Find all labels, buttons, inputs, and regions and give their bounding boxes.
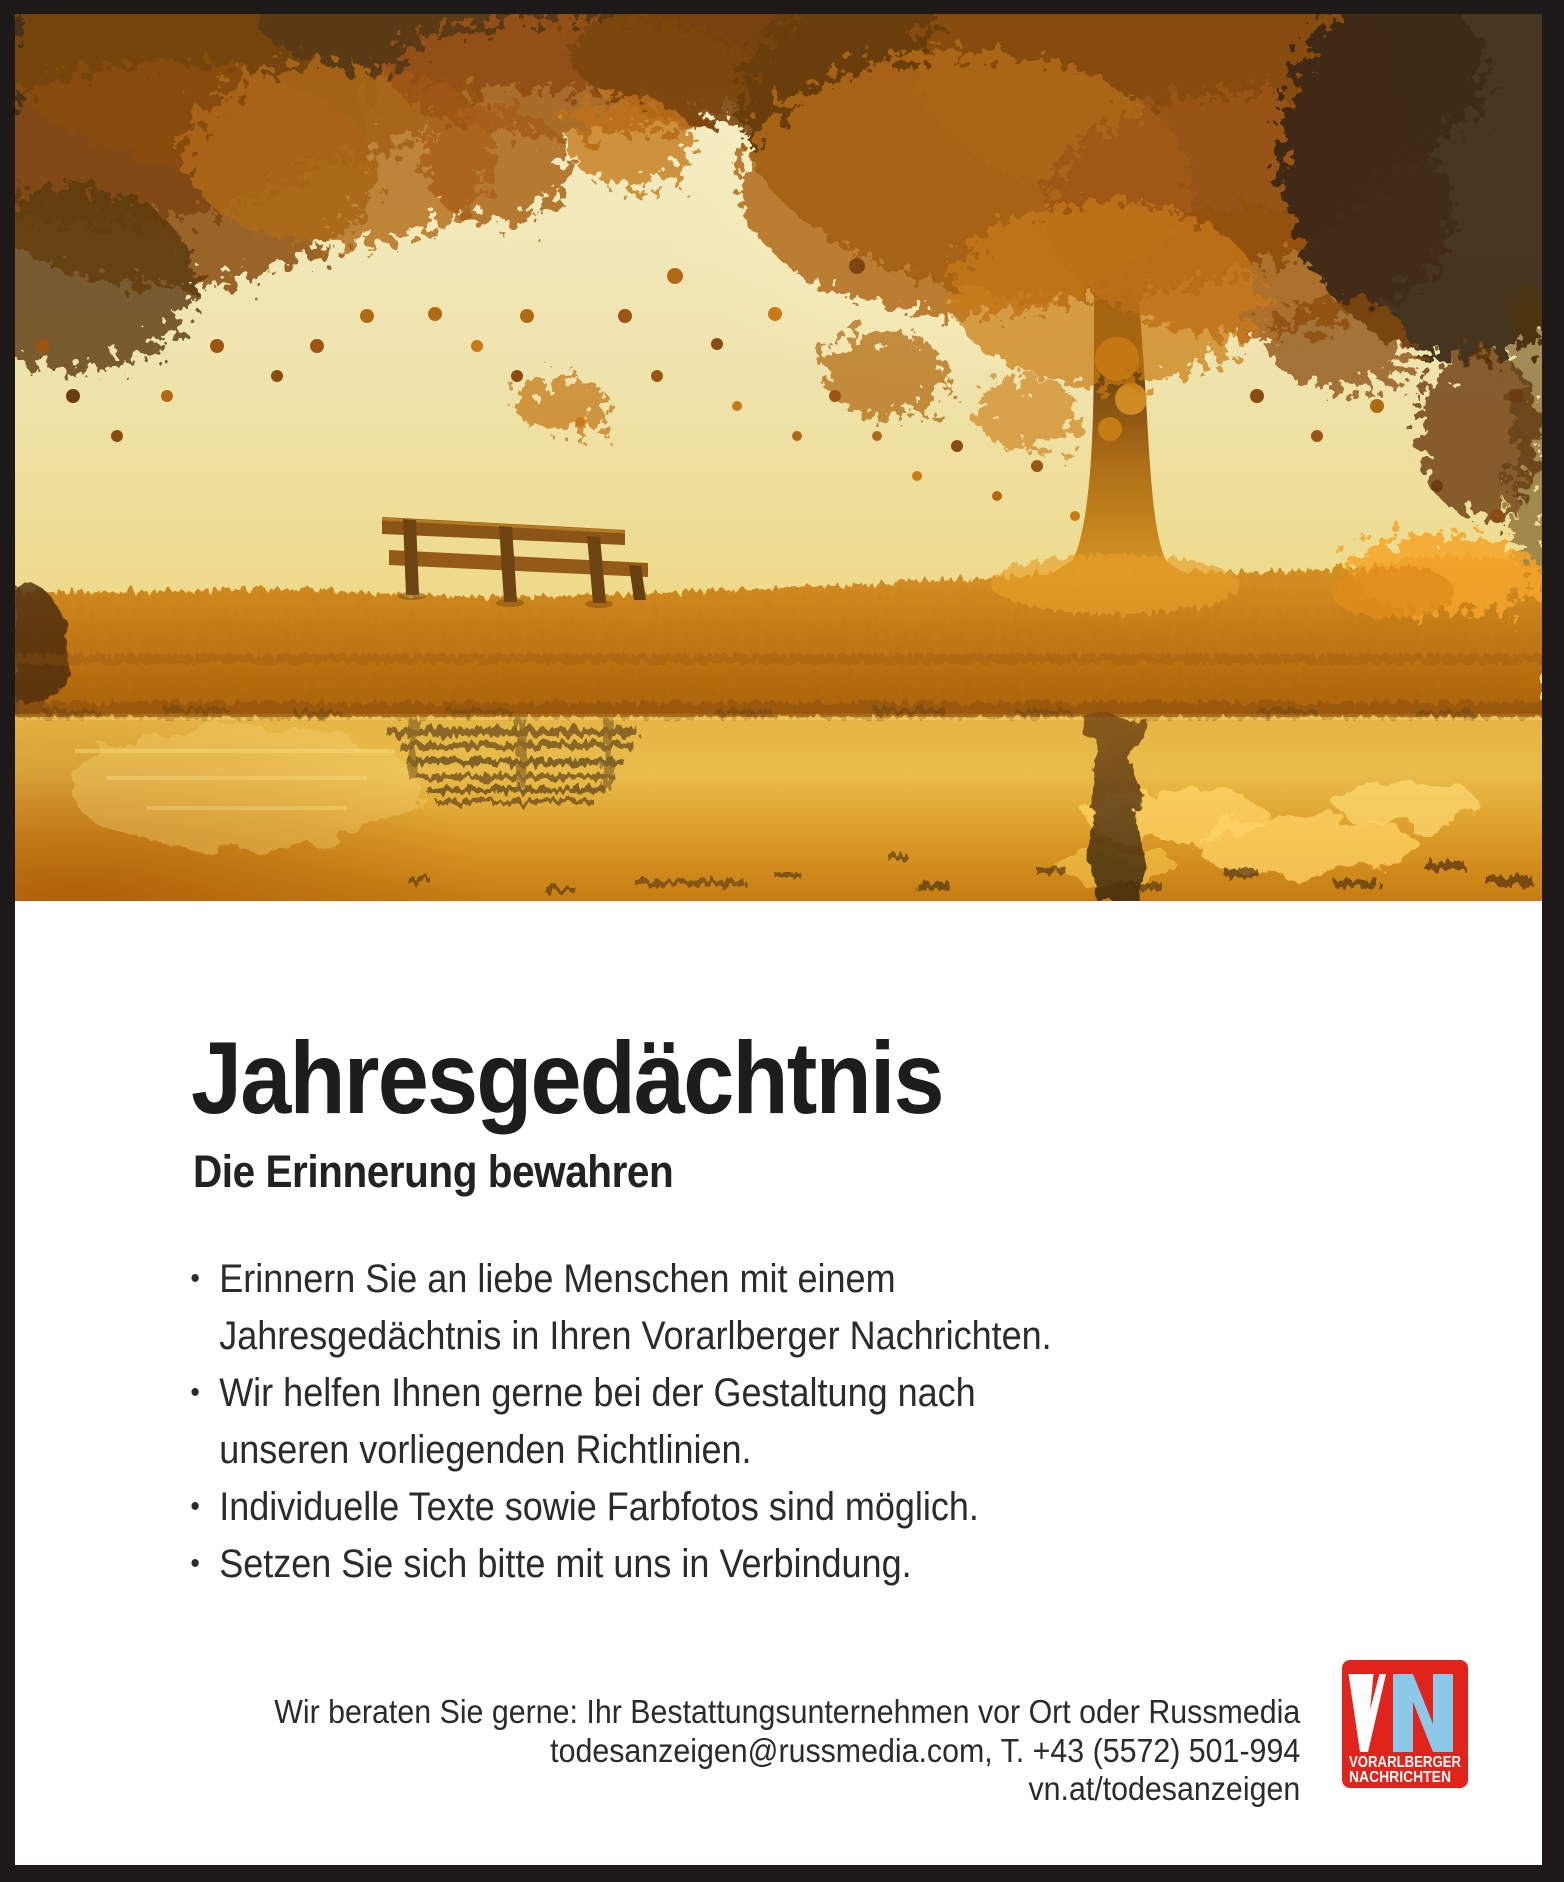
logo-text-line1: VORARLBERGER <box>1349 1754 1461 1771</box>
list-item <box>185 1365 1052 1479</box>
bullet-icon: • <box>190 1376 200 1409</box>
contact-intro-line: Wir beraten Sie gerne: Ihr Bestattungsunternehmen vor Ort oder Russmedia <box>273 1693 1300 1730</box>
list-item <box>185 1251 1052 1365</box>
list-item <box>185 1536 1052 1593</box>
bullet-icon: • <box>190 1490 200 1523</box>
list-item <box>185 1479 1052 1536</box>
trunk-reflection <box>1087 716 1144 901</box>
list-item-line: Jahresgedächtnis in Ihren Vorarlberger Nachrichten. <box>219 1314 1052 1358</box>
list-item-line: Erinnern Sie an liebe Menschen mit einem <box>219 1257 896 1301</box>
benefits-list <box>185 1251 1052 1593</box>
list-item-line: Individuelle Texte sowie Farbfotos sind möglich. <box>219 1485 979 1529</box>
logo-text-line2: NACHRICHTEN <box>1349 1769 1451 1786</box>
contact-block <box>274 1693 1300 1809</box>
contact-url-line: vn.at/todesanzeigen <box>1028 1770 1300 1807</box>
headline: Jahresgedächtnis <box>191 1021 943 1135</box>
memorial-photo <box>15 14 1542 901</box>
lake-water <box>15 701 1542 901</box>
list-item-line: unseren vorliegenden Richtlinien. <box>219 1428 752 1472</box>
contact-email-phone-line: todesanzeigen@russmedia.com, T. +43 (5572) 501-994 <box>549 1731 1300 1769</box>
bullet-icon: • <box>190 1547 200 1580</box>
vn-logo <box>1342 1660 1468 1788</box>
ad-panel <box>15 14 1542 1865</box>
list-item-line: Setzen Sie sich bitte mit uns in Verbindung. <box>219 1542 912 1586</box>
bullet-icon: • <box>190 1262 200 1295</box>
subheadline: Die Erinnerung bewahren <box>193 1146 674 1197</box>
list-item-line: Wir helfen Ihnen gerne bei der Gestaltung nach <box>219 1371 976 1415</box>
